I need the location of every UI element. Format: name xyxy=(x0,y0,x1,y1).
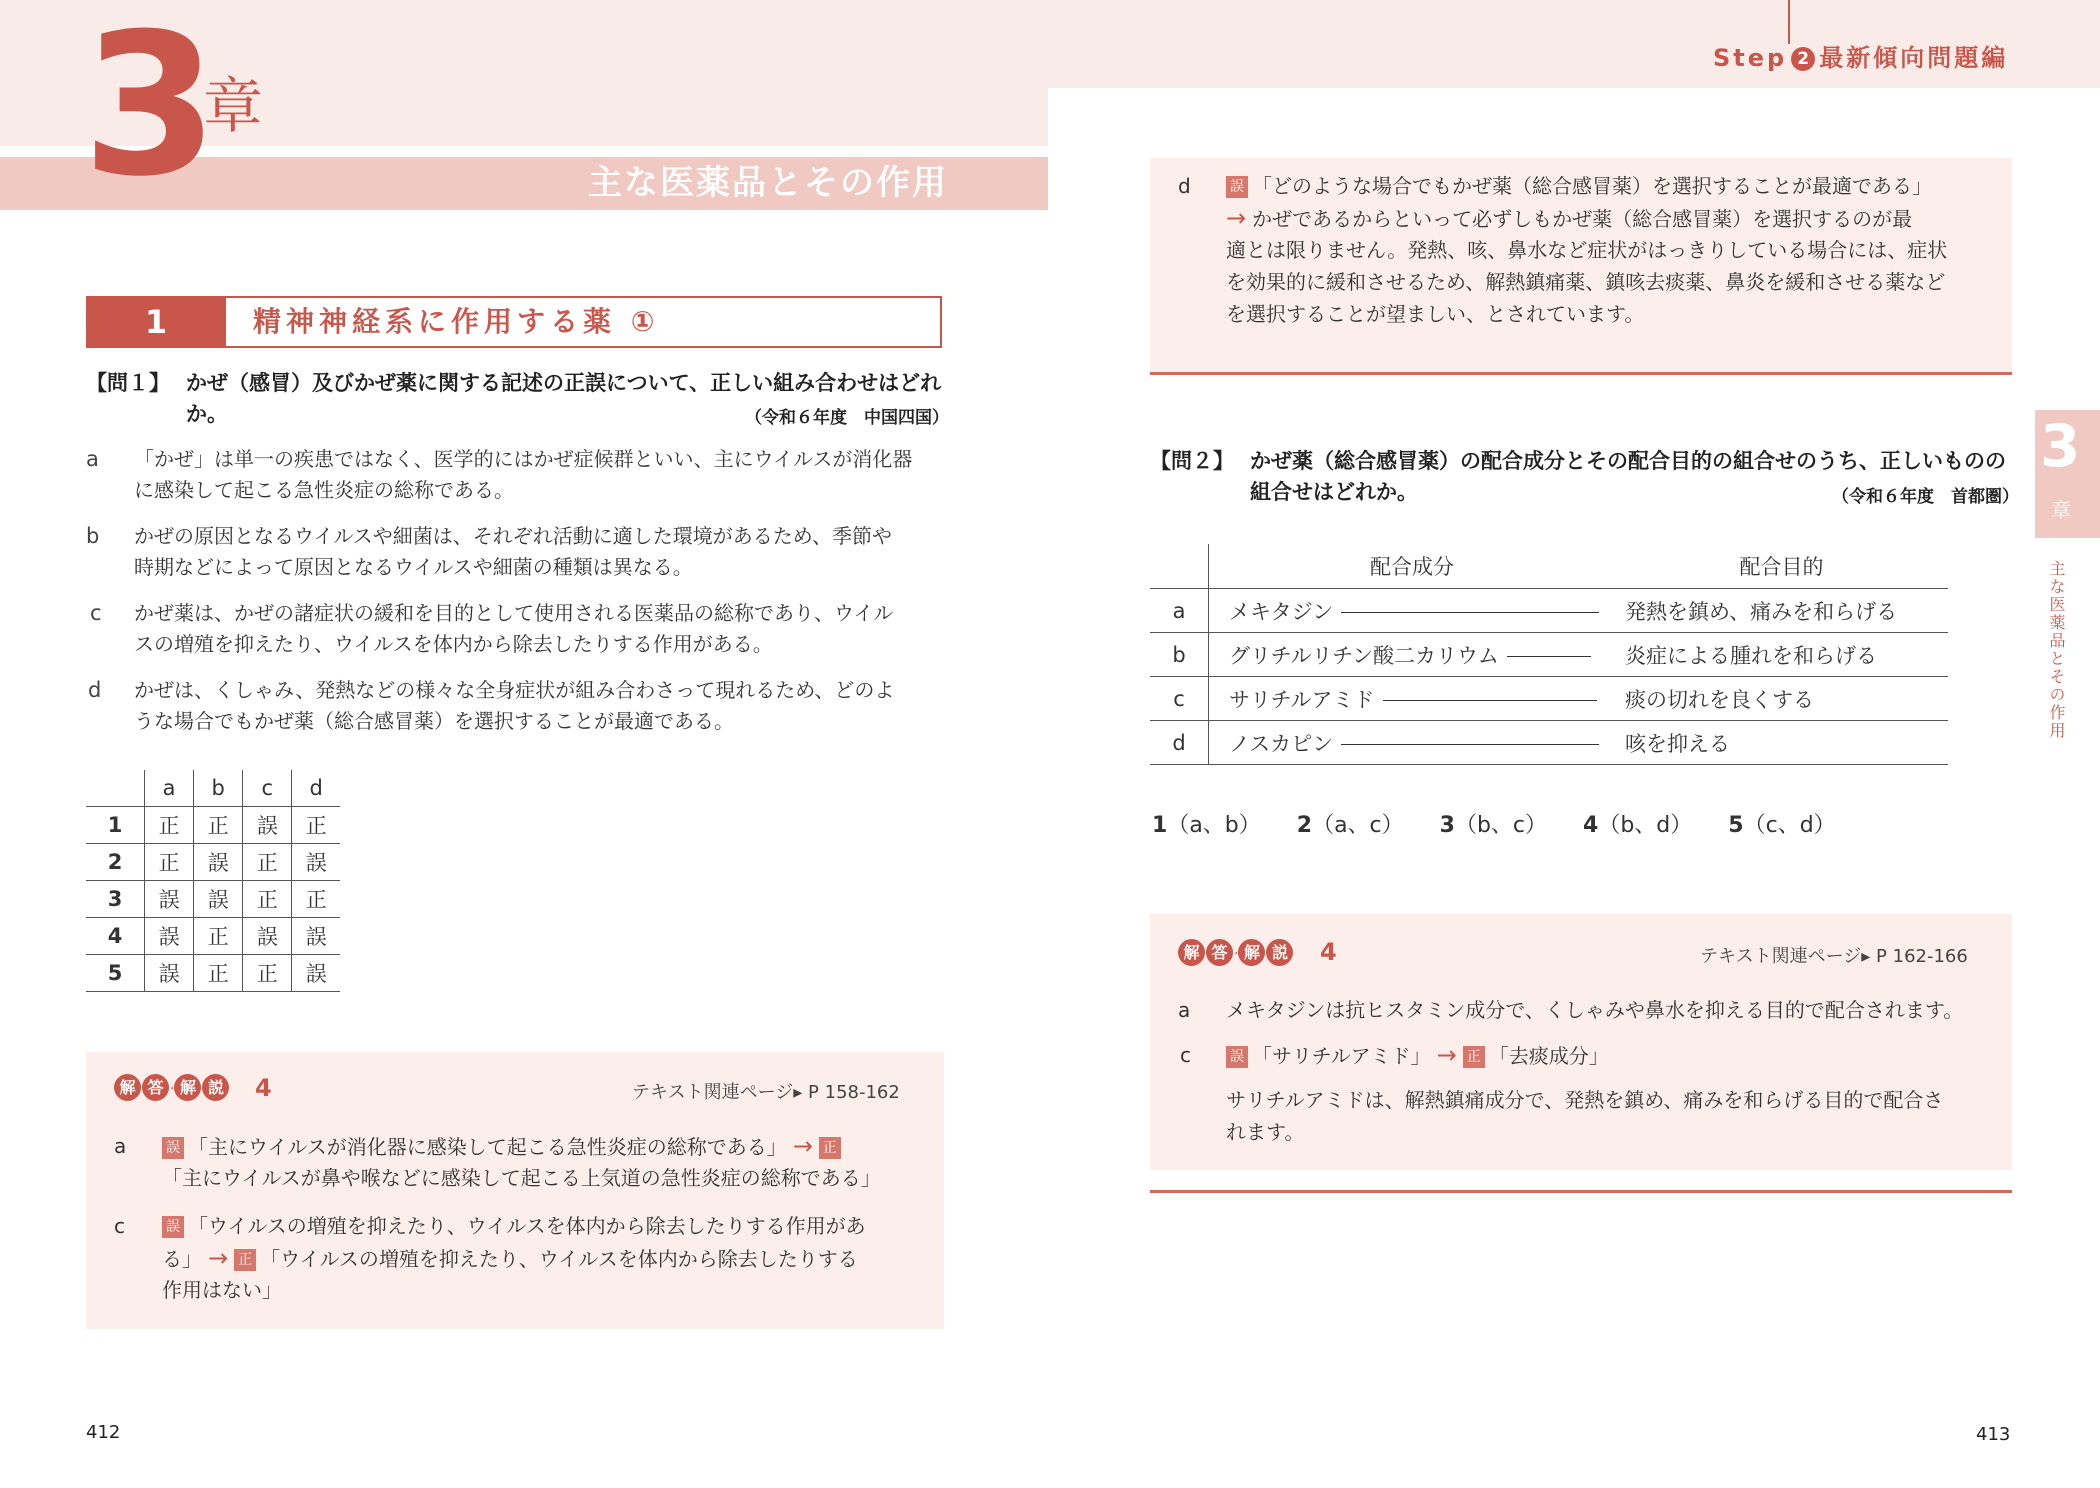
table-cell: 正 xyxy=(292,807,340,844)
q1-answer-table xyxy=(86,770,340,992)
table-cell xyxy=(1209,721,1616,765)
wrong-text: 「主にウイルスが消化器に感染して起こる急性炎症の総称である」 xyxy=(188,1135,787,1159)
q1-text-line1: かぜ（感冒）及びかぜ薬に関する記述の正誤について、正しい組み合わせはどれ xyxy=(186,371,942,395)
text-ref-page: テキスト関連ページ▸ P 162-166 xyxy=(1700,946,1968,967)
q2-text-line2: 組合せはどれか。 xyxy=(1250,480,1418,504)
table-header-cell: d xyxy=(292,770,340,807)
badge-char: 説 xyxy=(1266,939,1293,966)
table-cell: 誤 xyxy=(292,955,340,992)
wrong-text: る」 xyxy=(162,1247,202,1271)
chapter-number: 3 xyxy=(82,0,213,220)
table-cell: a xyxy=(1150,589,1209,633)
side-tab-number: 3 xyxy=(2040,412,2081,480)
table-row xyxy=(86,955,340,992)
table-cell: 3 xyxy=(86,881,145,918)
table-cell: 誤 xyxy=(145,918,194,955)
text-ref-page: テキスト関連ページ▸ P 158-162 xyxy=(632,1082,900,1103)
answer-item-label: c xyxy=(1180,1043,1191,1067)
table-cell: 炎症による腫れを和らげる xyxy=(1615,633,1948,677)
badge-char: 解 xyxy=(114,1074,141,1101)
table-cell: d xyxy=(1150,721,1209,765)
table-cell: 正 xyxy=(145,807,194,844)
option-text: かぜ薬は、かぜの諸症状の緩和を目的として使用される医薬品の総称であり、ウイル xyxy=(134,601,894,625)
answer-item-d xyxy=(1226,170,1932,202)
page-number-right: 413 xyxy=(1976,1424,2011,1445)
choice: 1（a、b） xyxy=(1152,813,1261,838)
table-cell: 4 xyxy=(86,918,145,955)
badge-dot: · xyxy=(170,1081,175,1097)
section-number: 1 xyxy=(86,296,226,348)
ingredient: ノスカピン xyxy=(1229,731,1334,756)
badge-char: 説 xyxy=(202,1074,229,1101)
table-cell: 誤 xyxy=(243,918,292,955)
option-text: 「かぜ」は単一の疾患ではなく、医学的にはかぜ症候群といい、主にウイルスが消化器 xyxy=(134,447,913,471)
q1-source: （令和６年度 中国四国） xyxy=(745,408,949,428)
option-label: c xyxy=(90,601,102,625)
connector-line xyxy=(1507,656,1591,657)
table-cell: 誤 xyxy=(292,844,340,881)
wrong-text: 「ウイルスの増殖を抑えたり、ウイルスを体内から除去したりする作用があ xyxy=(188,1214,866,1238)
connector-line xyxy=(1341,744,1599,745)
answer-number: 4 xyxy=(1320,938,1337,966)
option-label: d xyxy=(88,678,102,702)
answer-item-a: メキタジンは抗ヒスタミン成分で、くしゃみや鼻水を抑える目的で配合されます。 xyxy=(1226,998,1964,1022)
table-cell: 正 xyxy=(145,844,194,881)
option-label: a xyxy=(86,447,99,471)
table-cell: 正 xyxy=(243,955,292,992)
arrow-right-icon: → xyxy=(792,1132,813,1160)
answer-item-d-line2 xyxy=(1226,202,1912,235)
table-cell: 発熱を鎮め、痛みを和らげる xyxy=(1615,589,1948,633)
wrong-mark: 誤 xyxy=(1226,1046,1248,1068)
q2-label: 【問２】 xyxy=(1150,449,1234,473)
step-word: Step xyxy=(1713,44,1788,72)
answer-item-c-line2 xyxy=(162,1242,858,1275)
connector-line xyxy=(1341,612,1599,613)
table-row xyxy=(1150,633,1948,677)
answer-item-label: d xyxy=(1178,174,1191,198)
answer-item-a xyxy=(162,1130,845,1163)
table-cell: 2 xyxy=(86,844,145,881)
right-text: 作用はない」 xyxy=(162,1278,282,1302)
wrong-text: 「どのような場合でもかぜ薬（総合感冒薬）を選択することが最適である」 xyxy=(1252,174,1932,198)
badge-dot: · xyxy=(1234,946,1239,962)
right-text: 「去痰成分」 xyxy=(1488,1044,1609,1068)
table-row xyxy=(86,807,340,844)
option-text: に感染して起こる急性炎症の総称である。 xyxy=(134,478,514,502)
answer-item-label: a xyxy=(1178,998,1191,1022)
arrow-right-icon: → xyxy=(208,1244,229,1272)
table-row xyxy=(1150,677,1948,721)
side-tab-title: 主な医薬品とその作用 xyxy=(2047,560,2066,740)
table-cell: 誤 xyxy=(145,881,194,918)
table-cell: 正 xyxy=(194,807,243,844)
table-header-cell xyxy=(1150,544,1209,589)
right-mark: 正 xyxy=(819,1137,841,1159)
badge-char: 答 xyxy=(1206,939,1233,966)
badge-char: 解 xyxy=(1238,939,1265,966)
step-title: 最新傾向問題編 xyxy=(1819,44,2009,72)
choice: 5（c、d） xyxy=(1728,813,1836,838)
table-row xyxy=(86,844,340,881)
arrow-right-icon: → xyxy=(1436,1041,1457,1069)
step-number: 2 xyxy=(1791,47,1815,71)
q1-text-line2: か。 xyxy=(186,402,228,426)
q2-choices xyxy=(1152,808,1836,839)
option-text: うな場合でもかぜ薬（総合感冒薬）を選択することが最適である。 xyxy=(134,709,734,733)
connector-line xyxy=(1383,700,1597,701)
ingredient: メキタジン xyxy=(1229,599,1334,624)
divider xyxy=(1150,1190,2012,1193)
table-row xyxy=(86,881,340,918)
right-text: を選択することが望ましい、とされています。 xyxy=(1226,302,1645,326)
answer-note: サリチルアミドは、解熱鎮痛成分で、発熱を鎮め、痛みを和らげる目的で配合さ xyxy=(1226,1088,1944,1112)
table-row xyxy=(86,918,340,955)
right-text: 適とは限りません。発熱、咳、鼻水など症状がはっきりしている場合には、症状 xyxy=(1226,238,1948,262)
table-cell: 誤 xyxy=(243,807,292,844)
ingredient: サリチルアミド xyxy=(1229,687,1375,712)
answer-item-label: a xyxy=(114,1134,127,1158)
option-text: スの増殖を抑えたり、ウイルスを体内から除去したりする作用がある。 xyxy=(134,632,773,656)
side-tab-kanji: 章 xyxy=(2051,498,2071,522)
table-header-row xyxy=(1150,544,1948,589)
table-header-row xyxy=(86,770,340,807)
table-cell: 正 xyxy=(243,844,292,881)
badge-char: 解 xyxy=(174,1074,201,1101)
divider xyxy=(1150,372,2012,375)
answer-item-c xyxy=(1226,1039,1609,1072)
table-cell: 誤 xyxy=(145,955,194,992)
table-row xyxy=(1150,721,1948,765)
table-cell xyxy=(1209,633,1616,677)
table-row xyxy=(1150,589,1948,633)
right-mark: 正 xyxy=(234,1249,256,1271)
section-title: 精神神経系に作用する薬 ① xyxy=(253,305,660,338)
choice: 2（a、c） xyxy=(1296,813,1404,838)
table-cell: 誤 xyxy=(194,881,243,918)
wrong-mark: 誤 xyxy=(1226,176,1248,198)
chapter-kanji: 章 xyxy=(203,72,263,142)
table-cell: 5 xyxy=(86,955,145,992)
answer-badge xyxy=(114,1074,230,1101)
chapter-title: 主な医薬品とその作用 xyxy=(588,163,948,203)
q2-text-line1: かぜ薬（総合感冒薬）の配合成分とその配合目的の組合せのうち、正しいものの xyxy=(1250,449,2006,473)
table-header-cell: a xyxy=(145,770,194,807)
option-label: b xyxy=(86,524,100,548)
table-cell: 咳を抑える xyxy=(1615,721,1948,765)
step-label xyxy=(1713,38,2008,73)
table-header-cell xyxy=(86,770,145,807)
table-cell: 1 xyxy=(86,807,145,844)
table-cell xyxy=(1209,677,1616,721)
right-mark: 正 xyxy=(1463,1046,1485,1068)
wrong-text: 「サリチルアミド」 xyxy=(1252,1044,1431,1068)
choice: 4（b、d） xyxy=(1583,813,1693,838)
right-text: を効果的に緩和させるため、解熱鎮痛薬、鎮咳去痰薬、鼻炎を緩和させる薬など xyxy=(1226,270,1946,294)
option-text: かぜは、くしゃみ、発熱などの様々な全身症状が組み合わさって現れるため、どのよ xyxy=(134,678,895,702)
answer-badge xyxy=(1178,939,1294,966)
q2-source: （令和６年度 首都圏） xyxy=(1832,487,2019,507)
table-cell: 正 xyxy=(194,918,243,955)
q2-ingredient-table xyxy=(1150,544,1948,765)
choice: 3（b、c） xyxy=(1439,813,1548,838)
right-text: 「主にウイルスが鼻や喉などに感染して起こる上気道の急性炎症の総称である」 xyxy=(162,1166,881,1190)
badge-char: 解 xyxy=(1178,939,1205,966)
table-cell: 誤 xyxy=(292,918,340,955)
table-cell: 正 xyxy=(194,955,243,992)
table-header-cell: 配合成分 xyxy=(1209,544,1616,589)
table-header-cell: b xyxy=(194,770,243,807)
table-cell: 正 xyxy=(243,881,292,918)
option-text: 時期などによって原因となるウイルスや細菌の種類は異なる。 xyxy=(134,555,693,579)
table-cell: 痰の切れを良くする xyxy=(1615,677,1948,721)
answer-item-c xyxy=(162,1210,866,1242)
badge-char: 答 xyxy=(142,1074,169,1101)
answer-number: 4 xyxy=(255,1074,272,1102)
arrow-right-icon: → xyxy=(1226,204,1247,232)
table-header-cell: c xyxy=(243,770,292,807)
wrong-mark: 誤 xyxy=(162,1216,184,1238)
wrong-mark: 誤 xyxy=(162,1137,184,1159)
right-text: かぜであるからといって必ずしもかぜ薬（総合感冒薬）を選択するのが最 xyxy=(1252,207,1913,231)
table-header-cell: 配合目的 xyxy=(1615,544,1948,589)
option-text: かぜの原因となるウイルスや細菌は、それぞれ活動に適した環境があるため、季節や xyxy=(134,524,892,548)
table-cell xyxy=(1209,589,1616,633)
answer-note: れます。 xyxy=(1226,1120,1305,1144)
table-cell: 正 xyxy=(292,881,340,918)
ingredient: グリチルリチン酸二カリウム xyxy=(1229,643,1499,668)
table-cell: c xyxy=(1150,677,1209,721)
table-cell: 誤 xyxy=(194,844,243,881)
page-number-left: 412 xyxy=(86,1422,121,1443)
right-text: 「ウイルスの増殖を抑えたり、ウイルスを体内から除去したりする xyxy=(260,1247,858,1271)
table-cell: b xyxy=(1150,633,1209,677)
q1-label: 【問１】 xyxy=(86,371,170,395)
answer-item-label: c xyxy=(114,1214,125,1238)
